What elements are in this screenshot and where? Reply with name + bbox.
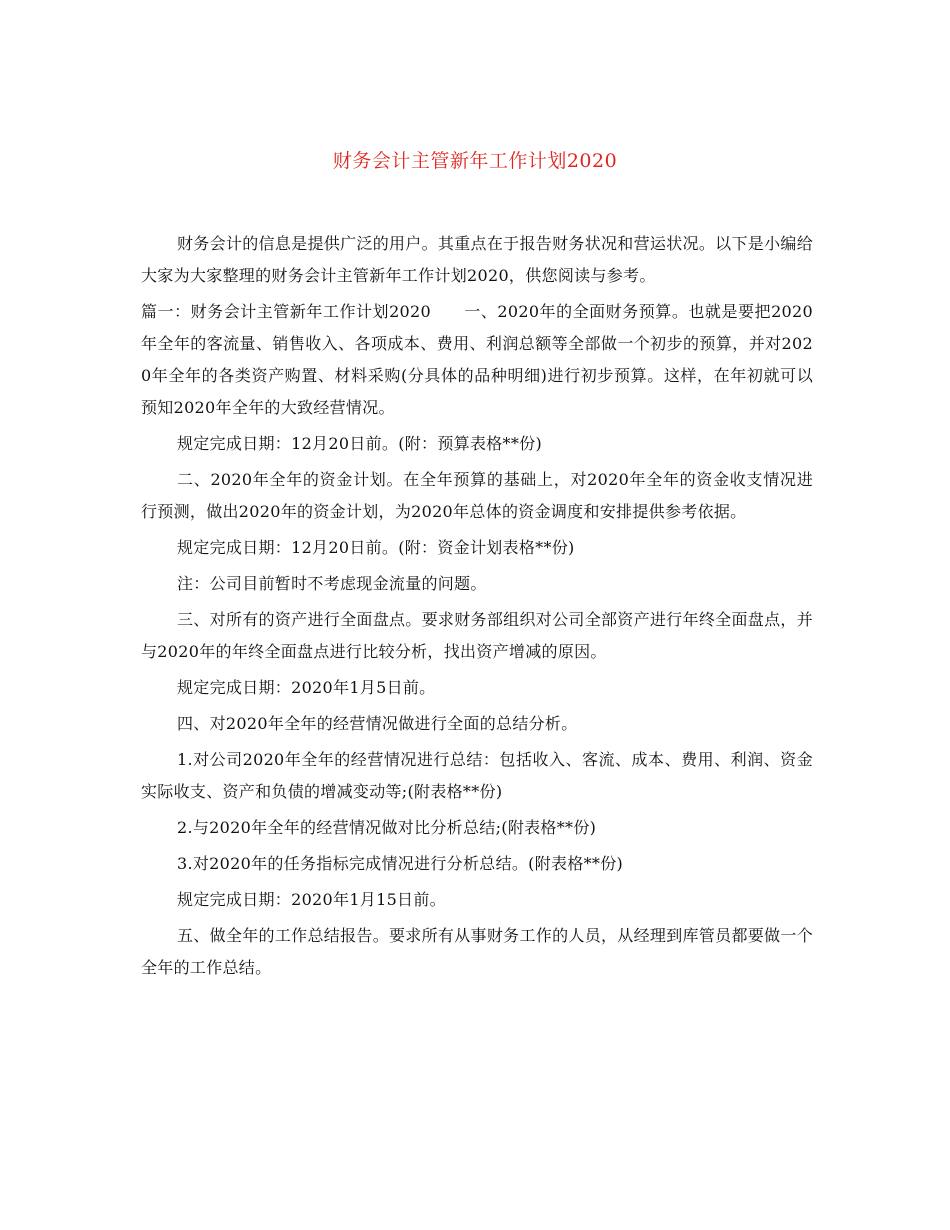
paragraph-deadline-2: 规定完成日期：12月20日前。(附：资金计划表格**份) xyxy=(177,538,575,557)
paragraph-intro: 财务会计的信息是提供广泛的用户。其重点在于报告财务状况和营运状况。以下是小编给大家为大家整理的财务会计主管新年工作计划2020，供您阅读与参考。 xyxy=(141,234,813,285)
paragraph-deadline-1: 规定完成日期：12月20日前。(附：预算表格**份) xyxy=(177,434,543,453)
paragraph-deadline-4: 规定完成日期：2020年1月15日前。 xyxy=(177,890,446,909)
paragraph-deadline-3: 规定完成日期：2020年1月5日前。 xyxy=(177,678,436,697)
document-title: 财务会计主管新年工作计划2020 xyxy=(332,150,618,172)
paragraph-part-one: 篇一：财务会计主管新年工作计划2020 一、2020年的全面财务预算。也就是要把2020年全年的客流量、销售收入、各项成本、费用、利润总额等全部做一个初步的预算，并对2020年全年的各类资产购置、材料采购(分具体的品种明细)进行初步预算。这样，在年初就可以预知2020年全年的大致经营情况。 xyxy=(141,302,813,417)
paragraph-section-4: 四、对2020年全年的经营情况做进行全面的总结分析。 xyxy=(177,714,578,733)
paragraph-section-5: 五、做全年的工作总结报告。要求所有从事财务工作的人员，从经理到库管员都要做一个全年的工作总结。 xyxy=(141,926,813,977)
paragraph-item-3: 3.对2020年的任务指标完成情况进行分析总结。(附表格**份) xyxy=(177,854,624,873)
paragraph-section-3: 三、对所有的资产进行全面盘点。要求财务部组织对公司全部资产进行年终全面盘点，并与2020年的年终全面盘点进行比较分析，找出资产增减的原因。 xyxy=(141,610,813,661)
paragraph-item-1: 1.对公司2020年全年的经营情况进行总结：包括收入、客流、成本、费用、利润、资金实际收支、资产和负债的增减变动等;(附表格**份) xyxy=(141,750,813,801)
paragraph-note: 注：公司目前暂时不考虑现金流量的问题。 xyxy=(177,574,487,593)
paragraph-section-2: 二、2020年全年的资金计划。在全年预算的基础上，对2020年全年的资金收支情况进行预测，做出2020年的资金计划，为2020年总体的资金调度和安排提供参考依据。 xyxy=(141,470,813,521)
paragraph-item-2: 2.与2020年全年的经营情况做对比分析总结;(附表格**份) xyxy=(177,818,597,837)
document-body xyxy=(141,228,813,988)
